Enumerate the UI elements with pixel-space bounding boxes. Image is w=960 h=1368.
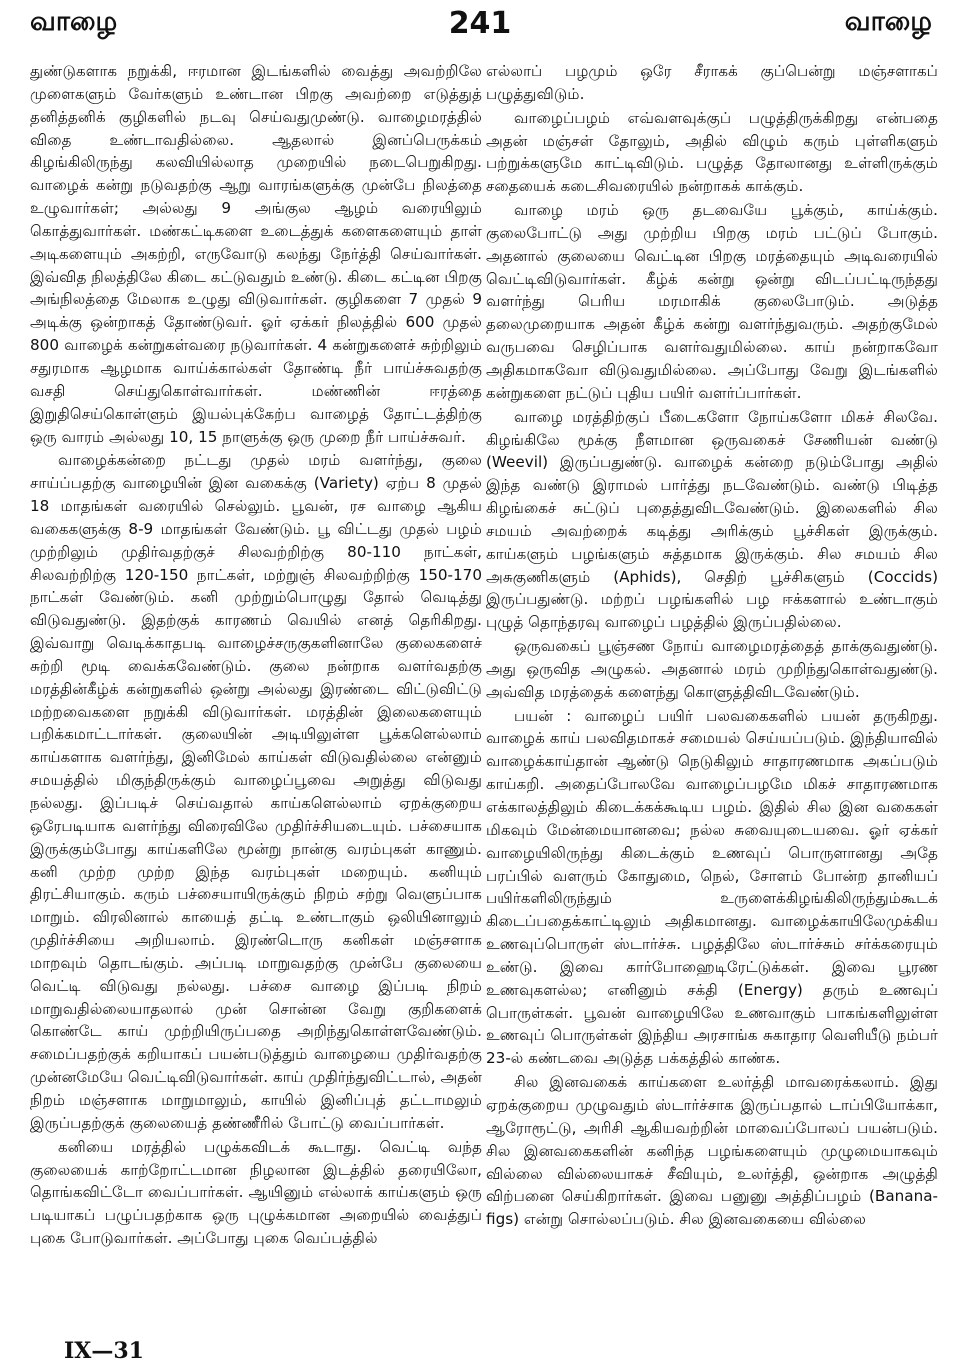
signature-mark: IX—31 bbox=[64, 1338, 144, 1364]
page-header bbox=[0, 0, 960, 60]
right-column bbox=[486, 60, 938, 1330]
paragraph: சில இனவகைக் காய்களை உலர்த்தி மாவரைக்கலாம். இது ஏறக்குறைய முழுவதும் ஸ்டார்ச்சாக இருப்பதால் டாப்பியோக்கா, ஆரோரூட்டு, அரிசி ஆகியவற்றின் மாவைப்போலப் பயன்படும். சில இனவகைகளின் கனிந்த பழங்களையும் முழுமையாகவும் வில்லை வில்லையாகச் சீவியும், உலர்த்தி, ஒன்றாக அழுத்தி விற்பனை செய்கிறார்கள். இவை பனுனு அத்திப்பழம் (Banana-figs) என்று சொல்லப்படும். சில இனவகையை வில்லை bbox=[486, 1073, 938, 1229]
paragraph: கனியை மரத்தில் பழுக்கவிடக் கூடாது. வெட்டி வந்த குலையைக் காற்றோட்டமான நிழலான இடத்தில் தரையிலோ, தொங்கவிட்டோ வைப்பார்கள். ஆயினும் எல்லாக் காய்களும் ஒரு படியாகப் பழுப்பதற்காக ஒரு புழுக்கமான அறையில் வைத்துப் புகை போடுவார்கள். அப்போது புகை வெப்பத்தில் bbox=[30, 1137, 482, 1248]
paragraph: எல்லாப் பழமும் ஒரே சீராகக் குப்பென்று மஞ்சளாகப் பழுத்துவிடும். bbox=[486, 62, 938, 103]
paragraph: துண்டுகளாக நறுக்கி, ஈரமான இடங்களில் வைத்து அவற்றிலே முளைகளும் வேர்களும் உண்டான பிறகு அவற்றை எடுத்துத் தனித்தனிக் குழிகளில் நடவு செய்வதுமுண்டு. வாழைமரத்தில் விதை உண்டாவதில்லை. ஆதலால் இனப்பெருக்கம் கிழங்கிலிருந்து கலவியில்லாத முறையில் நடைபெறுகிறது. வாழைக் கன்று நடுவதற்கு ஆறு வாரங்களுக்கு முன்பே நிலத்தை உழுவார்கள்; அல்லது 9 அங்குல ஆழம் வரையிலும் கொத்துவார்கள். மண்கட்டிகளை உடைத்துக் களைகளையும் தாள் அடிகளையும் அகற்றி, எருவோடு கலந்து நேர்த்தி செய்வார்கள். இவ்வித நிலத்திலே கிடை கட்டுவதும் உண்டு. கிடை கட்டின பிறகு அங்நிலத்தை மேலாக உழுது விடுவார்கள். குழிகளை 7 முதல் 9 அடிக்கு ஒன்றாகத் தோண்டுவர். ஓர் ஏக்கர் நிலத்தில் 600 முதல் 800 வாழைக் கன்றுகள்வரை நடுவார்கள். 4 கன்றுகளைச் சுற்றிலும் சதுரமாக ஆழமாக வாய்க்கால்கள் தோண்டி நீர் பாய்ச்சுவதற்கு வசதி செய்துகொள்வார்கள். மண்ணின் ஈரத்தை இறுதிசெய்கொள்ளும் இயல்புக்கேற்ப வாழைத் தோட்டத்திற்கு ஒரு வாரம் அல்லது 10, 15 நாளுக்கு ஒரு முறை நீர் பாய்ச்சுவர். bbox=[30, 62, 482, 446]
running-head-left: வாழை bbox=[30, 6, 118, 37]
running-head-right: வாழை bbox=[844, 6, 932, 37]
paragraph: வாழை மரத்திற்குப் பீடைகளோ நோய்களோ மிகச் சிலவே. கிழங்கிலே மூக்கு நீளமான ஒருவகைச் சேணியன் வண்டு (Weevil) இருப்பதுண்டு. வாழைக் கன்றை நடும்போது அதில் இந்த வண்டு இராமல் பார்த்து நடவேண்டும். வண்டு பிடித்த கிழங்கைச் சுட்டுப் புதைத்துவிடவேண்டும். இலைகளில் சில சமயம் அவற்றைக் கடித்து அரிக்கும் பூச்சிகள் இருக்கும். காய்களும் பழங்களும் சுத்தமாக இருக்கும். சில சமயம் சில அசுகுணிகளும் (Aphids), செதிற் பூச்சிகளும் (Coccids) இருப்பதுண்டு. மற்றப் பழங்களில் பழ ஈக்களால் உண்டாகும் புழுத் தொந்தரவு வாழைப் பழத்தில் இருப்பதில்லை. bbox=[486, 407, 938, 632]
paragraph: ஒருவகைப் பூஞ்சண நோய் வாழைமரத்தைத் தாக்குவதுண்டு. அது ஒருவித அழுகல். அதனால் மரம் முறிந்துகொள்வதுண்டு. அவ்வித மரத்தைக் களைந்து கொளுத்திவிடவேண்டும். bbox=[486, 637, 938, 701]
paragraph: வாழைப்பழம் எவ்வளவுக்குப் பழுத்திருக்கிறது என்பதை அதன் மஞ்சள் தோலும், அதில் விழும் கரும் புள்ளிகளும் பற்றுக்களுமே காட்டிவிடும். பழுத்த தோலானது உள்ளிருக்கும் சதையைக் கடைசிவரையில் நன்றாகக் காக்கும். bbox=[486, 108, 938, 196]
left-column bbox=[30, 60, 482, 1330]
page-number: 241 bbox=[448, 6, 512, 41]
paragraph: வாழை மரம் ஒரு தடவையே பூக்கும், காய்க்கும். குலைபோட்டு அது முற்றிய பிறகு மரம் பட்டுப் போகும். அதனால் குலையை வெட்டின பிறகு மரத்தையும் அடிவரையில் வெட்டிவிடுவார்கள். கீழ்க் கன்று ஒன்று விடப்பட்டிருந்தது வளர்ந்து பெரிய மரமாகிக் குலைபோடும். அடுத்த தலைமுறையாக அதன் கீழ்க் கன்று வளர்ந்துவரும். அதற்குமேல் வருபவை செழிப்பாக வளர்வதுமில்லை. காய் நன்றாகவோ அதிகமாகவோ விடுவதுமில்லை. அப்போது வேறு இடங்களில் கன்றுகளை நட்டுப் புதிய பயிர் வளர்ப்பார்கள். bbox=[486, 201, 938, 402]
paragraph: பயன் : வாழைப் பயிர் பலவகைகளில் பயன் தருகிறது. வாழைக் காய் பலவிதமாகச் சமையல் செய்யப்படும். இந்தியாவில் வாழைக்காய்தான் ஆண்டு நெடுகிலும் சாதாரணமாக அகப்படும் காய்கறி. அதைப்போலவே வாழைப்பழமே மிகச் சாதாரணமாக எக்காலத்திலும் கிடைக்கக்கூடிய பழம். இதில் சில இன வகைகள் மிகவும் மேன்மையானவை; நல்ல சுவையுடையவை. ஓர் ஏக்கர் வாழையிலிருந்து கிடைக்கும் உணவுப் பொருளானது அதே பரப்பில் வளரும் கோதுமை, நெல், சோளம் போன்ற தானியப் பயிர்களிலிருந்தும் உருளைக்கிழங்கிலிருந்தும்கூடக் கிடைப்பதைக்காட்டிலும் அதிகமானது. வாழைக்காயிலேமுக்கிய உணவுப்பொருள் ஸ்டார்ச்சு. பழத்திலே ஸ்டார்ச்சும் சர்க்கரையும் உண்டு. இவை கார்போஹைடிரேட்டுக்கள். இவை பூரண உணவுகளல்ல; எனினும் சக்தி (Energy) தரும் உணவுப் பொருள்கள். பூவன் வாழையிலே உணவாகும் பாகங்களிலுள்ள உணவுப் பொருள்கள் இந்திய அரசாங்க சுகாதார வெளியீடு நம்பர் 23-ல் கண்டவை அடுத்த பக்கத்தில் காண்க. bbox=[486, 706, 938, 1068]
paragraph: வாழைக்கன்றை நட்டது முதல் மரம் வளர்ந்து, குலை சாய்ப்பதற்கு வாழையின் இன வகைக்கு (Variety) ஏற்ப 8 முதல் 18 மாதங்கள் வரையில் செல்லும். பூவன், ரச வாழை ஆகிய வகைகளுக்கு 8-9 மாதங்கள் வேண்டும். பூ விட்டது முதல் பழம் முற்றிலும் முதிர்வதற்குச் சிலவற்றிற்கு 80-110 நாட்கள், சிலவற்றிற்கு 120-150 நாட்கள், மற்றுஞ் சிலவற்றிற்கு 150-170 நாட்கள் வேண்டும். கனி முற்றும்பொழுது தோல் வெடித்து விடுவதுண்டு. இதற்குக் காரணம் வெயில் எனத் தெரிகிறது. இவ்வாறு வெடிக்காதபடி வாழைச்சருகுகளினாலே குலைகளைச் சுற்றி மூடி வைக்கவேண்டும். குலை நன்றாக வளர்வதற்கு மரத்தின்கீழ்க் கன்றுகளில் ஒன்று அல்லது இரண்டை விட்டுவிட்டு மற்றவைகளை நறுக்கி விடுவார்கள். மரத்தின் இலைகளையும் பறிக்கமாட்டார்கள். குலையின் அடியிலுள்ள பூக்களெல்லாம் காய்களாக வளர்ந்து, இனிமேல் காய்கள் விடுவதில்லை என்னும் சமயத்தில் மிகுந்திருக்கும் வாழைப்பூவை அறுத்து விடுவது நல்லது. இப்படிச் செய்வதால் காய்களெல்லாம் ஏறக்குறைய ஒரேபடியாக வளர்ந்து விரைவிலே முதிர்ச்சியடையும். பச்சையாக இருக்கும்போது காய்களிலே மூன்று நான்கு வரம்புகள் காணும். கனி முற்ற முற்ற இந்த வரம்புகள் மறையும். கனியும் திரட்சியாகும். கரும் பச்சையாயிருக்கும் நிறம் சற்று வெளுப்பாக மாறும். விரலினால் காயைத் தட்டி உண்டாகும் ஒலியினாலும் முதிர்ச்சியை அறியலாம். இரண்டொரு கனிகள் மஞ்சளாக மாறவும் தொடங்கும். அப்படி மாறுவதற்கு முன்பே குலையை வெட்டி விடுவது நல்லது. பச்சை வாழை இப்படி நிறம் மாறுவதில்லையாதலால் முன் சொன்ன வேறு குறிகளைக் கொண்டே காய் முற்றியிருப்பதை அறிந்துகொள்ளவேண்டும். சமைப்பதற்குக் கறியாகப் பயன்படுத்தும் வாழையை முதிர்வதற்கு முன்னமேயே வெட்டிவிடுவார்கள். காய் முதிர்ந்துவிட்டால், அதன் நிறம் மஞ்சளாக மாறுமாலும், காயில் இனிப்புத் தட்டாமலும் இருப்பதற்குக் குலையைத் தண்ணீரில் போட்டு வைப்பார்கள். bbox=[30, 451, 482, 1132]
